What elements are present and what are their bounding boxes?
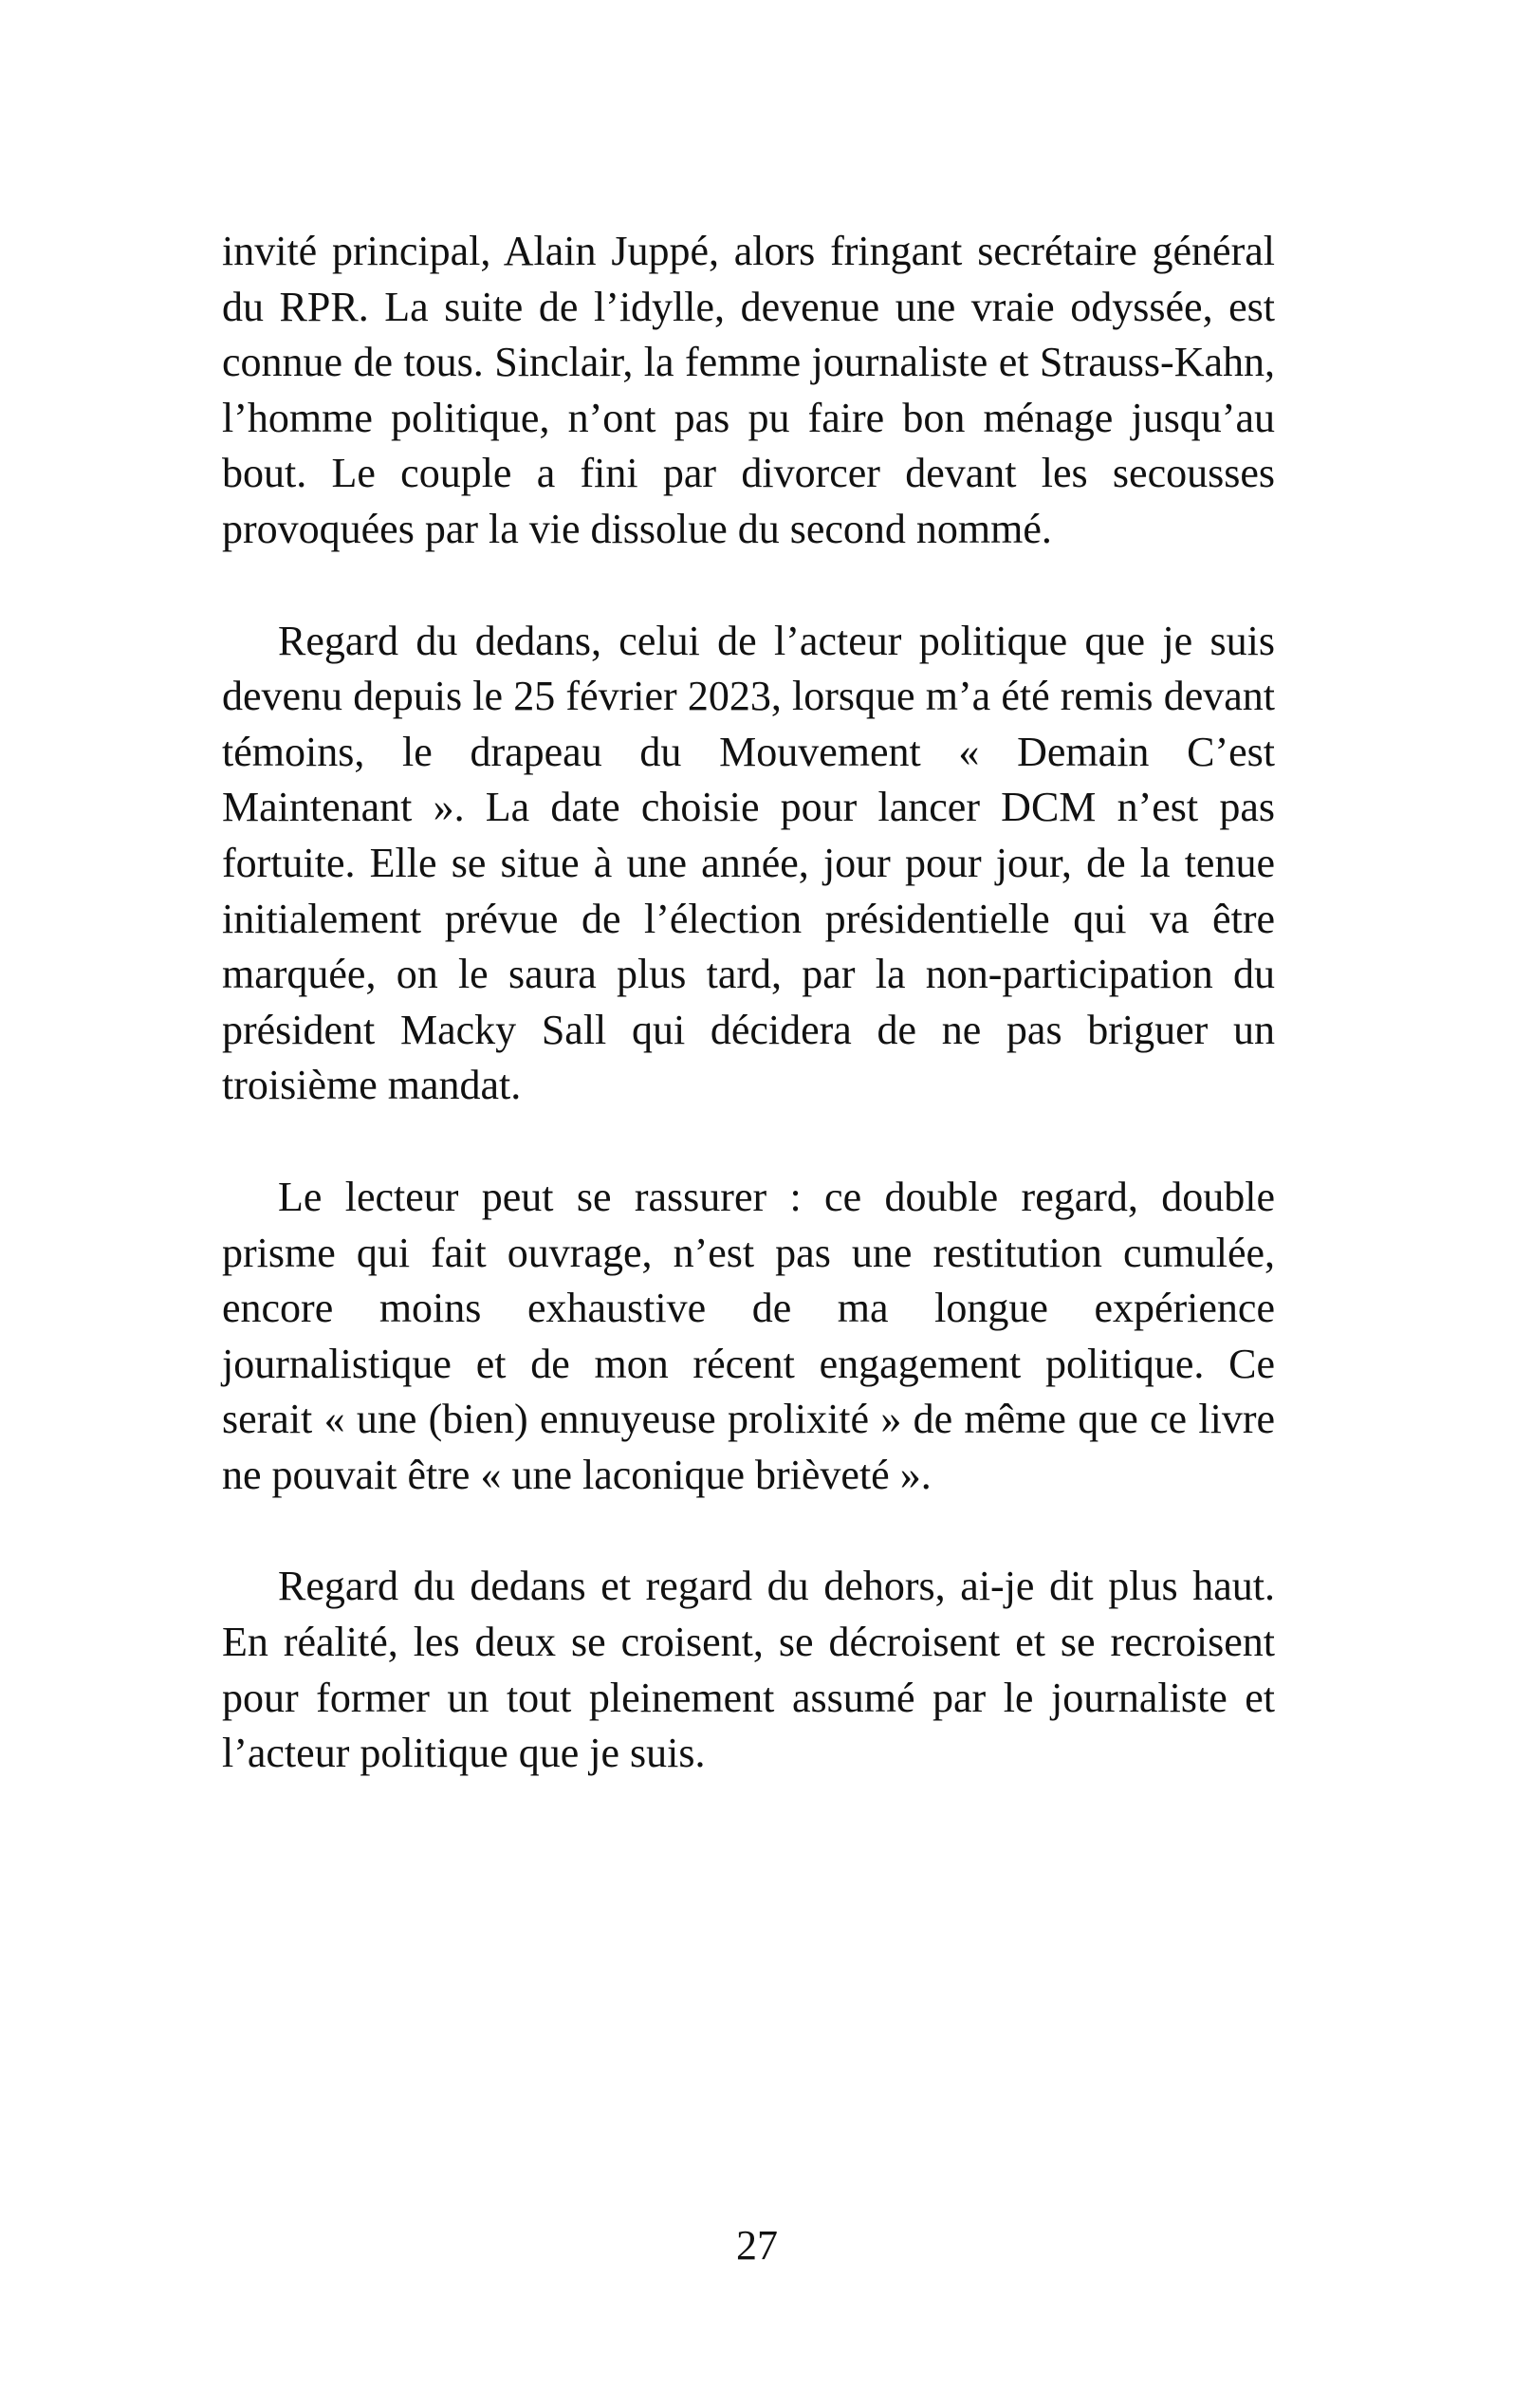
paragraph-3: Le lecteur peut se rassurer : ce double regard, double prisme qui fait ouvrage, n’est pas une restitution cumulée, encore moins exhaustive de ma longue expérience journalistique et de mon récent engagement politique. Ce serait « une (bien) ennuyeuse prolixité » de même que ce livre ne pouvait être « une laconique brièveté ». — [222, 1173, 1275, 1498]
body-text — [222, 224, 1275, 1838]
paragraph-4: Regard du dedans et regard du dehors, ai-je dit plus haut. En réalité, les deux se croisent, se décroisent et se recroisent pour former un tout pleinement assumé par le journaliste et l’acteur politique que je suis. — [222, 1563, 1275, 1777]
paragraph-1: invité principal, Alain Juppé, alors fringant secrétaire général du RPR. La suite de l’idylle, devenue une vraie odyssée, est connue de tous. Sinclair, la femme journaliste et Strauss-Kahn, l’homme politique, n’ont pas pu faire bon ménage jusqu’au bout. Le couple a fini par divorcer devant les secousses provoquées par la vie dissolue du second nommé. — [222, 228, 1275, 552]
page-number: 27 — [736, 2222, 778, 2269]
paragraph-2: Regard du dedans, celui de l’acteur politique que je suis devenu depuis le 25 février 2023, lorsque m’a été remis devant témoins, le drapeau du Mouvement « Demain C’est Maintenant ». La date choisie pour lancer DCM n’est pas fortuite. Elle se situe à une année, jour pour jour, de la tenue initialement prévue de l’élection présidentielle qui va être marquée, on le saura plus tard, par la non-participation du président Macky Sall qui décidera de ne pas briguer un troisième mandat. — [222, 617, 1275, 1109]
